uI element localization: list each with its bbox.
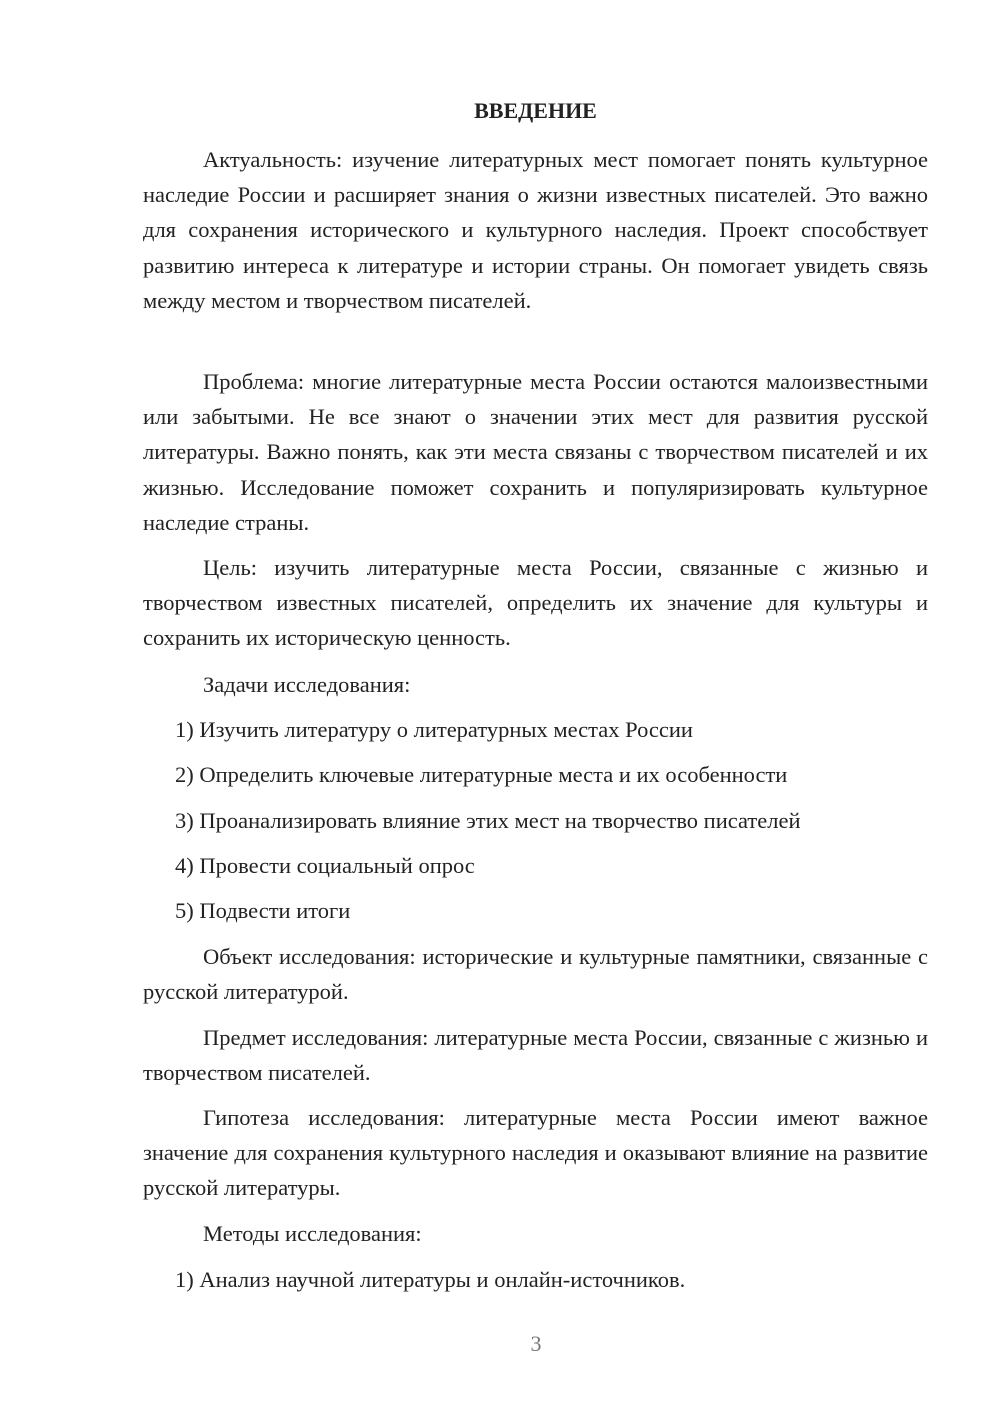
task-item: 5) Подвести итоги (175, 898, 351, 923)
problem-paragraph: Проблема: многие литературные места России остаются малоизвестными или забытыми. Не все знают о значении этих мест для развития русской литературы. Важно понять, как эти места связаны с творчеством писателей и их жизнью. Исследование поможет сохранить и популяризировать культурное наследие страны. (143, 369, 928, 535)
relevance-paragraph: Актуальность: изучение литературных мест помогает понять культурное наследие России и расширяет знания о жизни известных писателей. Это важно для сохранения исторического и культурного наследия. Проект способствует развитию интереса к литературе и истории страны. Он помогает увидеть связь между местом и творчеством писателей. (143, 147, 928, 313)
methods-heading: Методы исследования: (203, 1221, 422, 1246)
tasks-heading: Задачи исследования: (203, 672, 411, 697)
goal-paragraph: Цель: изучить литературные места России, связанные с жизнью и творчеством известных писателей, определить их значение для культуры и сохранить их историческую ценность. (143, 555, 928, 651)
subject-paragraph: Предмет исследования: литературные места России, связанные с жизнью и творчеством писателей. (143, 1025, 928, 1086)
task-item: 2) Определить ключевые литературные места и их особенности (175, 762, 788, 787)
hypothesis-paragraph: Гипотеза исследования: литературные места России имеют важное значение для сохранения культурного наследия и оказывают влияние на развитие русской литературы. (143, 1105, 928, 1201)
page-number: 3 (530, 1331, 542, 1356)
task-item: 3) Проанализировать влияние этих мест на творчество писателей (175, 808, 801, 833)
task-item: 4) Провести социальный опрос (175, 853, 475, 878)
page-title: ВВЕДЕНИЕ (474, 98, 597, 123)
method-item: 1) Анализ научной литературы и онлайн-источников. (175, 1267, 686, 1292)
object-paragraph: Объект исследования: исторические и культурные памятники, связанные с русской литературой. (143, 944, 928, 1005)
task-item: 1) Изучить литературу о литературных местах России (175, 717, 693, 742)
